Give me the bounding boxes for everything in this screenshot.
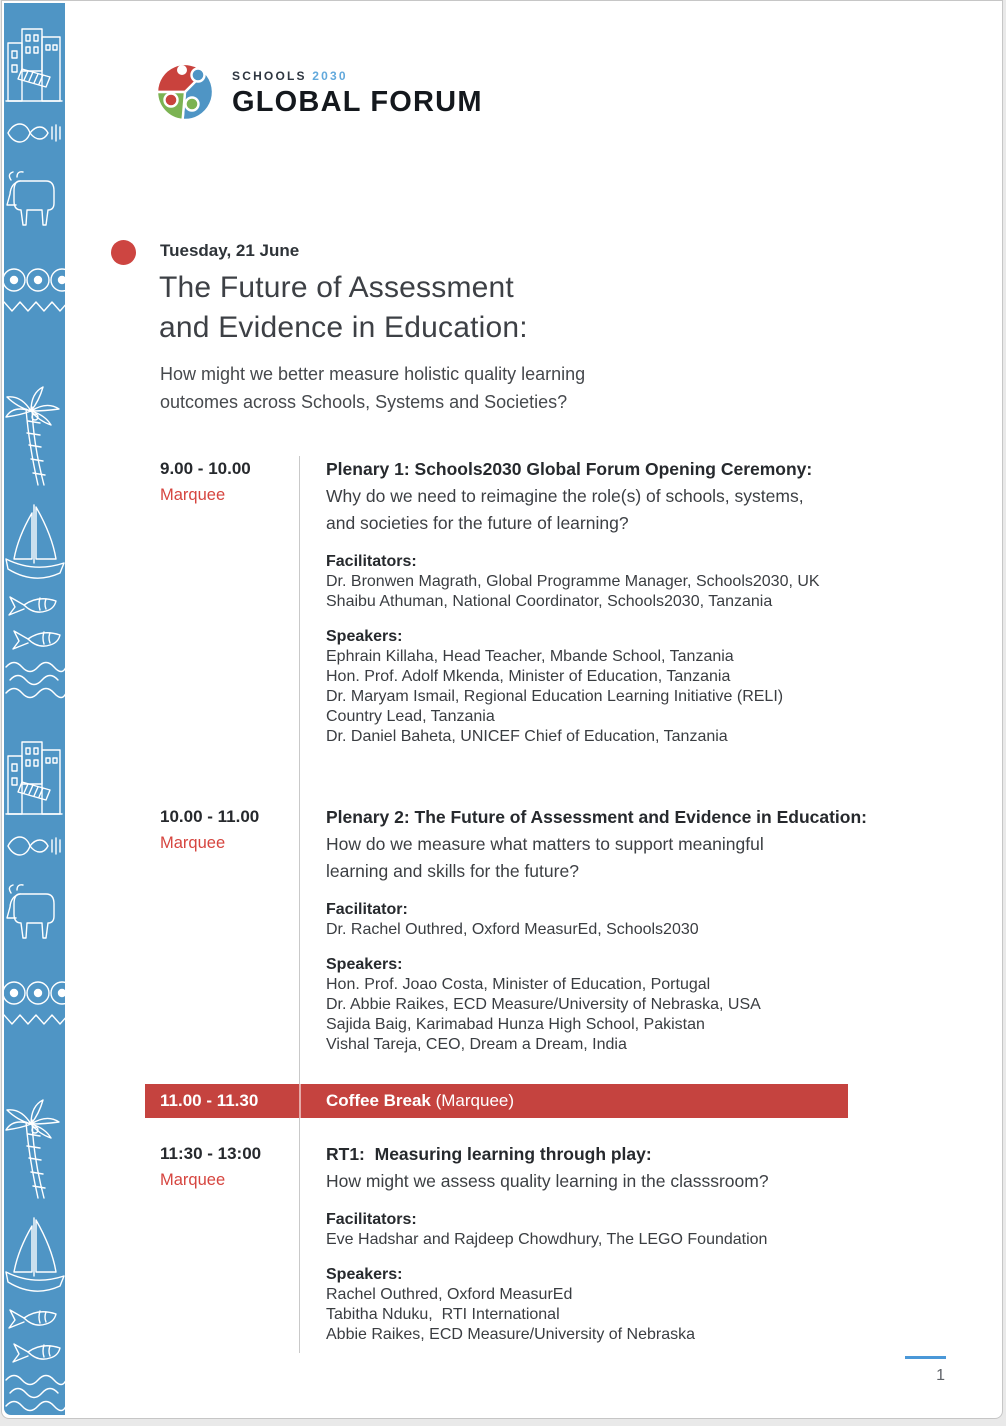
session-title: Plenary 2: The Future of Assessment and Evidence in Education: [326,807,868,827]
brand-year: 2030 [312,69,348,83]
speaker-line: Sajida Baig, Karimabad Hunza High School, Pakistan [326,1016,705,1033]
page-title [159,268,528,348]
speaker-line: Dr. Abbie Raikes, ECD Measure/University of Nebraska, USA [326,996,761,1013]
speaker-line: Dr. Maryam Ismail, Regional Education Learning Initiative (RELI) [326,688,784,705]
page-subtitle-line1: How might we better measure holistic quality learning [160,364,586,384]
speakers-group [326,955,946,1055]
speakers-label: Speakers: [326,628,403,645]
decorative-sidebar [4,3,65,1415]
session-description: How might we assess quality learning in the classsroom? [326,1171,769,1191]
speaker-line: Rachel Outhred, Oxford MeasurEd [326,1286,573,1303]
session-venue: Marquee [160,486,226,504]
speaker-line: Abbie Raikes, ECD Measure/University of Nebraska [326,1326,696,1343]
session-time: 11:30 - 13:00 [160,1144,262,1163]
page-subtitle-line2: outcomes across Schools, Systems and Societies? [160,392,568,412]
session-venue: Marquee [160,834,226,852]
brand-main: GLOBAL FORUM [232,86,483,118]
break-label: Coffee Break (Marquee) [326,1091,515,1110]
speakers-label: Speakers: [326,956,403,973]
doodle-pattern-icon [4,3,65,1415]
session-time: 10.00 - 11.00 [160,807,260,826]
day-bullet-icon [111,240,136,265]
speaker-line: Tabitha Nduku, RTI International [326,1306,560,1323]
speakers-group [326,1265,946,1345]
speaker-line: Hon. Prof. Joao Costa, Minister of Education, Portugal [326,976,711,993]
facilitators-group [326,900,946,940]
session-description: Why do we need to reimagine the role(s) of schools, systems, and societies for the future of learning? [326,486,804,533]
footer-rule [905,1356,946,1359]
facilitator-label: Facilitator: [326,901,408,918]
facilitator-line: Eve Hadshar and Rajdeep Chowdhury, The LEGO Foundation [326,1231,768,1248]
session-title: RT1: Measuring learning through play: [326,1144,652,1164]
coffee-break-banner [145,1084,848,1118]
column-divider [299,456,300,1353]
session-title: Plenary 1: Schools2030 Global Forum Opening Ceremony: [326,459,813,479]
schools2030-logo [151,57,483,127]
facilitator-line: Dr. Rachel Outhred, Oxford MeasurEd, Schools2030 [326,921,699,938]
facilitators-group [326,552,946,612]
speaker-line: Vishal Tareja, CEO, Dream a Dream, India [326,1036,627,1053]
facilitator-line: Shaibu Athuman, National Coordinator, Schools2030, Tanzania [326,593,773,610]
agenda-page [1,0,1003,1419]
speaker-line: Dr. Daniel Baheta, UNICEF Chief of Education, Tanzania [326,728,728,745]
facilitators-label: Facilitators: [326,1211,417,1228]
session-venue: Marquee [160,1171,226,1189]
session-time: 9.00 - 10.00 [160,459,251,478]
speaker-line: Ephrain Killaha, Head Teacher, Mbande School, Tanzania [326,648,734,665]
brand-schools: SCHOOLS [232,69,307,83]
speakers-group [326,627,946,747]
banner-divider [299,1084,301,1118]
page-subtitle [160,360,585,416]
facilitators-group [326,1210,946,1250]
date-heading: Tuesday, 21 June [160,241,300,260]
facilitator-line: Dr. Bronwen Magrath, Global Programme Manager, Schools2030, UK [326,573,820,590]
speaker-line: Country Lead, Tanzania [326,708,495,725]
page-title-line2: and Evidence in Education: [159,311,528,344]
speaker-line: Hon. Prof. Adolf Mkenda, Minister of Education, Tanzania [326,668,731,685]
session-description: How do we measure what matters to support meaningful learning and skills for the future? [326,834,764,881]
brand-small [232,69,483,83]
page-number: 1 [936,1367,945,1384]
speakers-label: Speakers: [326,1266,403,1283]
break-time: 11.00 - 11.30 [160,1091,259,1110]
page-title-line1: The Future of Assessment [159,271,514,304]
puzzle-logo-icon [151,57,219,127]
facilitators-label: Facilitators: [326,553,417,570]
